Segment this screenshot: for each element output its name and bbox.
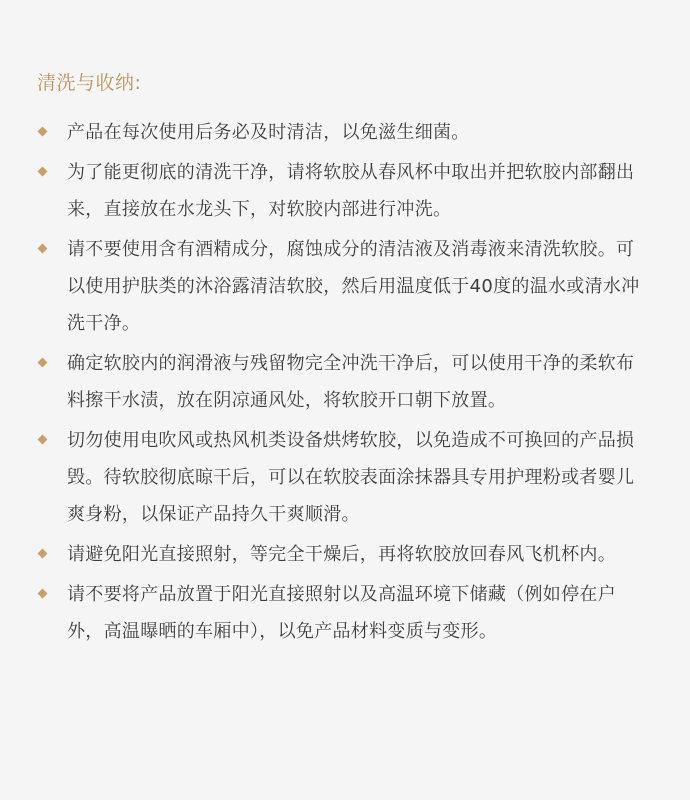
section-title: 清洗与收纳: [37,72,142,94]
list-item [37,114,650,151]
list-item [37,231,650,342]
diamond-bullet-icon [38,549,48,559]
tip-text: 切勿使用电吹风或热风机类设备烘烤软胶，以免造成不可换回的产品损毁。待软胶彻底晾干后，可以在软胶表面涂抹器具专用护理粉或者婴儿爽身粉，以保证产品持久干爽顺滑。 [67,430,635,525]
tips-list [37,114,650,650]
list-item [37,422,650,533]
diamond-bullet-icon [38,127,48,137]
diamond-bullet-icon [38,358,48,368]
list-item [37,536,650,573]
diamond-bullet-icon [38,435,48,445]
tip-text: 请避免阳光直接照射，等完全干燥后，再将软胶放回春风飞机杯内。 [67,544,616,565]
tip-text: 为了能更彻底的清洗干净，请将软胶从春风杯中取出并把软胶内部翻出来，直接放在水龙头下，对软胶内部进行冲洗。 [67,162,635,220]
list-item [37,576,650,650]
tip-text: 请不要使用含有酒精成分，腐蚀成分的清洁液及消毒液来清洗软胶。可以使用护肤类的沐浴露清洁软胶，然后用温度低于40度的温水或清水冲洗干净。 [67,239,640,334]
list-item [37,154,650,228]
diamond-bullet-icon [38,589,48,599]
list-item [37,345,650,419]
tip-text: 请不要将产品放置于阳光直接照射以及高温环境下储藏（例如停在户外，高温曝晒的车厢中），以免产品材料变质与变形。 [67,584,616,642]
tip-text: 确定软胶内的润滑液与残留物完全冲洗干净后，可以使用干净的柔软布料擦干水渍，放在阴凉通风处，将软胶开口朝下放置。 [67,353,635,411]
tip-text: 产品在每次使用后务必及时清洁，以免滋生细菌。 [67,122,470,143]
diamond-bullet-icon [38,244,48,254]
diamond-bullet-icon [38,167,48,177]
